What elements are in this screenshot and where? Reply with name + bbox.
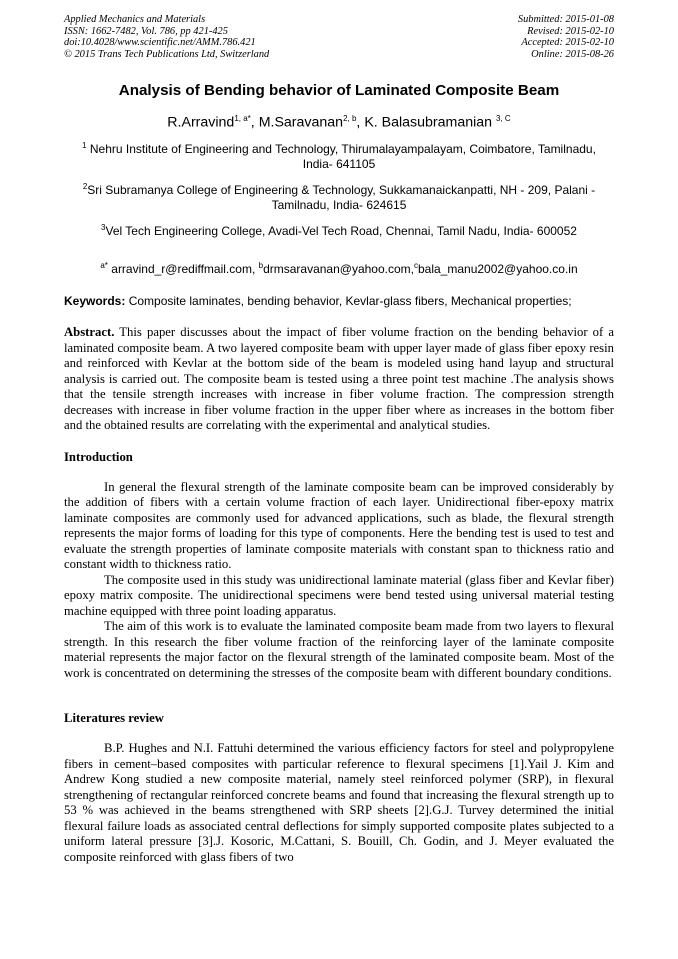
author-name: K. Balasubramanian	[364, 115, 493, 132]
author-sup: 3, C	[496, 114, 511, 124]
keywords-text: Composite laminates, bending behavior, Kevlar-glass fibers, Mechanical properties;	[128, 294, 572, 309]
affiliation-text: Sri Subramanya College of Engineering & Technology, Sukkamanaickanpatti, NH - 209, Palani - Tamilnadu, India- 624615	[87, 183, 596, 213]
abstract-text: This paper discusses about the impact of fiber volume fraction on the bending behavior of a laminated composite beam. A two layered composite beam with upper layer made of glass fiber epoxy resin and reinforced with Kevlar at the bottom side of the beam is modeled using hand layup and structural analysis is carried out. The composite beam is tested using a three point test machine .The analysis shows that the tensile strength increases with increase in fiber volume fraction. The compression strength decreases with increase in fiber volume fraction in the upper fiber where as increases in the bottom fiber and the obtained results are correlating with the experimental and analytical studies.	[64, 325, 614, 433]
date-online: Online: 2015-08-26	[531, 48, 614, 60]
publication-dates	[518, 14, 614, 60]
author-sup: 1, a*	[234, 114, 251, 124]
email-sup: b	[258, 261, 264, 271]
affiliation-2	[64, 179, 614, 213]
email-sup: a*	[100, 261, 108, 271]
paper-title: Analysis of Bending behavior of Laminated Composite Beam	[118, 82, 560, 100]
journal-copyright: © 2015 Trans Tech Publications Ltd, Switzerland	[64, 48, 270, 60]
paragraph: The composite used in this study was unidirectional laminate material (glass fiber and Kevlar fiber) epoxy matrix composite. The unidirectional specimens were bend tested using universal material testing machine equipped with three point loading apparatus.	[64, 572, 614, 618]
abstract	[64, 325, 614, 434]
affiliation-sup: 3	[101, 223, 106, 233]
affiliation-text: Vel Tech Engineering College, Avadi-Vel Tech Road, Chennai, Tamil Nadu, India- 600052	[105, 224, 577, 239]
section-heading-introduction: Introduction	[64, 449, 133, 464]
date-revised: Revised: 2015-02-10	[527, 25, 614, 37]
paragraph: The aim of this work is to evaluate the laminated composite beam made from two layers to flexural strength. In this research the fiber volume fraction of the reinforcing layer of the laminate composite material represents the major factor on the flexural strength of the laminated composite beam. Most of the work is concentrated on determining the stresses of the composite beam with different boundary conditions.	[64, 619, 614, 680]
keywords	[64, 294, 614, 308]
abstract-label: Abstract.	[64, 325, 115, 340]
section-heading-literature: Literatures review	[64, 711, 164, 726]
journal-issn: ISSN: 1662-7482, Vol. 786, pp 421-425	[64, 25, 228, 37]
email-sup: c	[413, 261, 418, 271]
keywords-label: Keywords:	[64, 294, 126, 309]
affiliation-1	[64, 138, 614, 172]
affiliation-sup: 2	[82, 182, 88, 192]
journal-name: Applied Mechanics and Materials	[64, 14, 206, 25]
email-link[interactable]: drmsaravanan@yahoo.com,	[263, 262, 414, 277]
author-list: R.Arravind$^{1, a*}$, M.Saravanan$^{2, b}$, K. Balasubramanian $^{3, C}$	[167, 114, 511, 132]
affiliation-text: Nehru Institute of Engineering and Technology, Thirumalayampalayam, Coimbatore, Tamilnadu, India- 641105	[89, 142, 596, 172]
journal-info	[64, 14, 269, 60]
date-accepted: Accepted: 2015-02-10	[521, 37, 614, 49]
date-submitted: Submitted: 2015-01-08	[517, 14, 614, 25]
journal-doi: doi:10.4028/www.scientific.net/AMM.786.421	[64, 37, 256, 49]
affiliation-sup: 1	[82, 141, 87, 151]
affiliation-3	[64, 220, 614, 239]
paragraph: B.P. Hughes and N.I. Fattuhi determined the various efficiency factors for steel and polypropylene fibers in cement–based composites with particular reference to flexural specimens [1].Yail J. Kim and Andrew Kong studied a new composite material, namely steel reinforced polymer (SRP), in flexural strengthening of rectangular reinforced concrete beams and found that increasing the flexural strength up to 53 % was achieved in the beams strengthened with SRP sheets [2].G.J. Turvey determined the initial flexural failure loads as associated central deflections for simply supported composite plates subjected to a uniform lateral pressure [3].J. Kosoric, M.Cattani, S. Bouill, Ch. Godin, and J. Meyer evaluated the composite reinforced with glass fibers of two	[64, 741, 614, 864]
author-name: R.Arravind	[167, 115, 235, 132]
author-emails	[64, 261, 614, 276]
author-name: M.Saravanan	[258, 115, 344, 132]
email-link[interactable]: bala_manu2002@yahoo.co.in	[417, 262, 578, 277]
journal-header	[64, 14, 614, 60]
author-sup: 2, b	[343, 114, 357, 124]
paragraph: In general the flexural strength of the laminate composite beam can be improved considerably by the addition of fibers with a certain volume fraction of each layer. Unidirectional fiber-epoxy matrix laminate composites are commonly used for advanced applications, such as blade, the flexural strength represents the major forms of loading for this type of components. Here the bending test is used to test and evaluate the strength properties of laminate composite materials with constant span to thickness ratio and constant width to thickness ratio.	[64, 479, 614, 572]
email-link[interactable]: arravind_r@rediffmail.com,	[111, 262, 259, 277]
